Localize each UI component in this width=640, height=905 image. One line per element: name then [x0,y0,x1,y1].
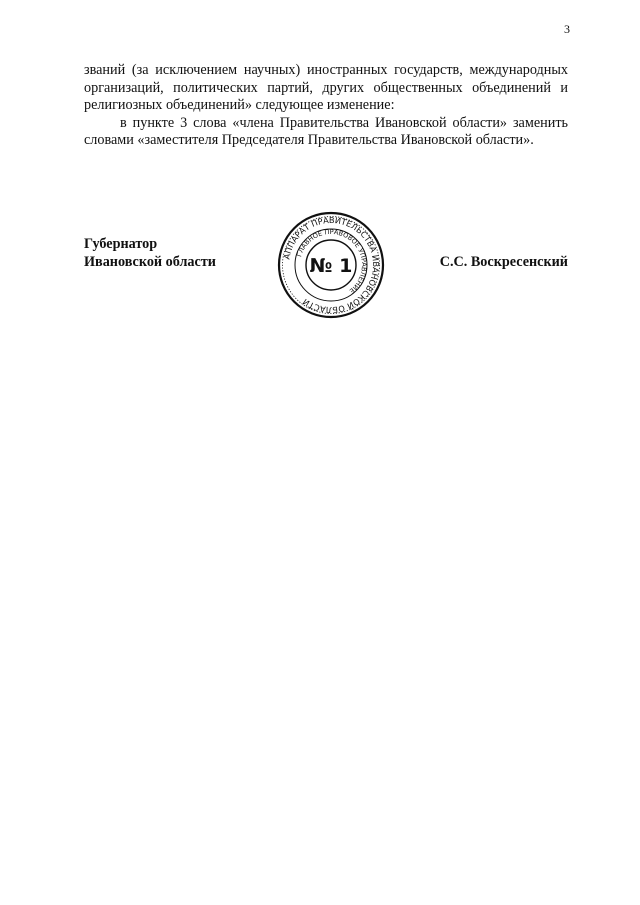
seal-center-text: № 1 [309,255,353,277]
official-seal [276,210,386,320]
signatory-title-line-2: Ивановской области [84,253,216,270]
signatory-title [84,236,216,271]
seal-inner-text: ГЛАВНОЕ ПРАВОВОЕ УПРАВЛЕНИЕ [295,227,369,295]
signature-block [84,214,568,316]
signatory-title-line-1: Губернатор [84,236,158,252]
page-number: 3 [564,22,570,36]
body-paragraph-1: званий (за исключением научных) иностранных государств, международных организаций, политических партий, других общественных объединений и религиозных объединений» следующее изменение: [84,62,568,114]
document-body [84,62,568,150]
seal-outer-text: АППАРАТ ПРАВИТЕЛЬСТВА ИВАНОВСКОЙ ОБЛАСТИ [281,214,382,316]
signatory-name: С.С. Воскресенский [439,253,568,270]
body-paragraph-2: в пункте 3 слова «члена Правительства Ивановской области» заменить словами «заместителя Председателя Правительства Ивановской области». [84,114,568,149]
seal-graphic [276,210,386,320]
